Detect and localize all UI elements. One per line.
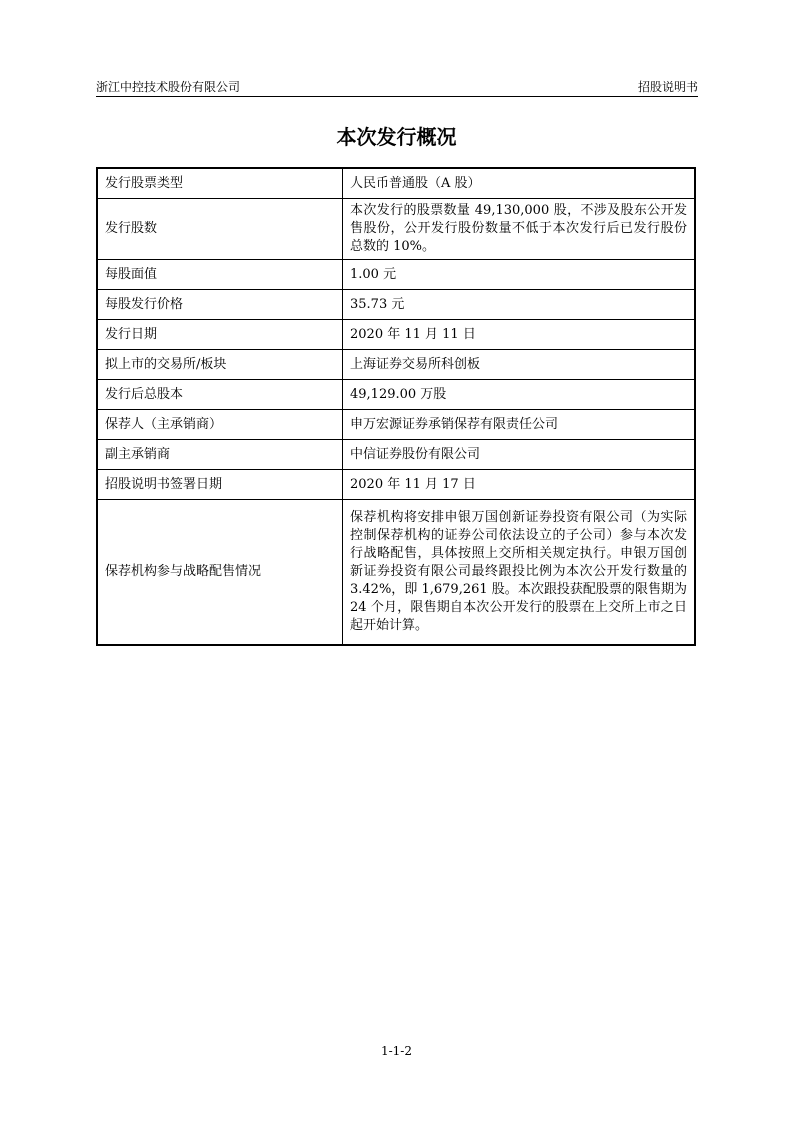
row-value: 本次发行的股票数量 49,130,000 股，不涉及股东公开发售股份，公开发行股份数量不低于本次发行后已发行股份总数的 10%。 xyxy=(343,199,696,260)
row-value: 2020 年 11 月 11 日 xyxy=(343,320,696,350)
table-row xyxy=(97,380,695,410)
table-row xyxy=(97,290,695,320)
table-row xyxy=(97,410,695,440)
row-label: 保荐机构参与战略配售情况 xyxy=(97,500,343,646)
row-value: 申万宏源证券承销保荐有限责任公司 xyxy=(343,410,696,440)
row-value: 49,129.00 万股 xyxy=(343,380,696,410)
table-row xyxy=(97,440,695,470)
row-value: 人民币普通股（A 股） xyxy=(343,168,696,199)
row-label: 发行股数 xyxy=(97,199,343,260)
row-label: 招股说明书签署日期 xyxy=(97,470,343,500)
table-row xyxy=(97,260,695,290)
row-label: 发行股票类型 xyxy=(97,168,343,199)
row-label: 保荐人（主承销商） xyxy=(97,410,343,440)
page-header xyxy=(96,78,698,97)
header-company-name: 浙江中控技术股份有限公司 xyxy=(96,80,241,94)
row-value: 35.73 元 xyxy=(343,290,696,320)
table-row xyxy=(97,199,695,260)
row-label: 拟上市的交易所/板块 xyxy=(97,350,343,380)
page-number: 1-1-2 xyxy=(380,1044,412,1058)
table-row xyxy=(97,168,695,199)
page-title: 本次发行概况 xyxy=(336,125,457,149)
row-value: 保荐机构将安排申银万国创新证券投资有限公司（为实际控制保荐机构的证券公司依法设立的子公司）参与本次发行战略配售，具体按照上交所相关规定执行。申银万国创新证券投资有限公司最终跟投比例为本次公开发行数量的 3.42%，即 1,679,261 股。本次跟投获配股票的限售期为 24 个月，限售期自本次公开发行的股票在上交所上市之日起开始计算。 xyxy=(343,500,696,646)
row-label: 副主承销商 xyxy=(97,440,343,470)
row-value: 2020 年 11 月 17 日 xyxy=(343,470,696,500)
table-row xyxy=(97,320,695,350)
row-label: 发行后总股本 xyxy=(97,380,343,410)
offering-overview-table xyxy=(96,167,696,646)
row-label: 每股面值 xyxy=(97,260,343,290)
row-value: 中信证券股份有限公司 xyxy=(343,440,696,470)
row-label: 发行日期 xyxy=(97,320,343,350)
row-label: 每股发行价格 xyxy=(97,290,343,320)
header-document-type: 招股说明书 xyxy=(637,80,698,94)
table-row xyxy=(97,350,695,380)
table-row xyxy=(97,500,695,646)
row-value: 1.00 元 xyxy=(343,260,696,290)
table-row xyxy=(97,470,695,500)
row-value: 上海证券交易所科创板 xyxy=(343,350,696,380)
